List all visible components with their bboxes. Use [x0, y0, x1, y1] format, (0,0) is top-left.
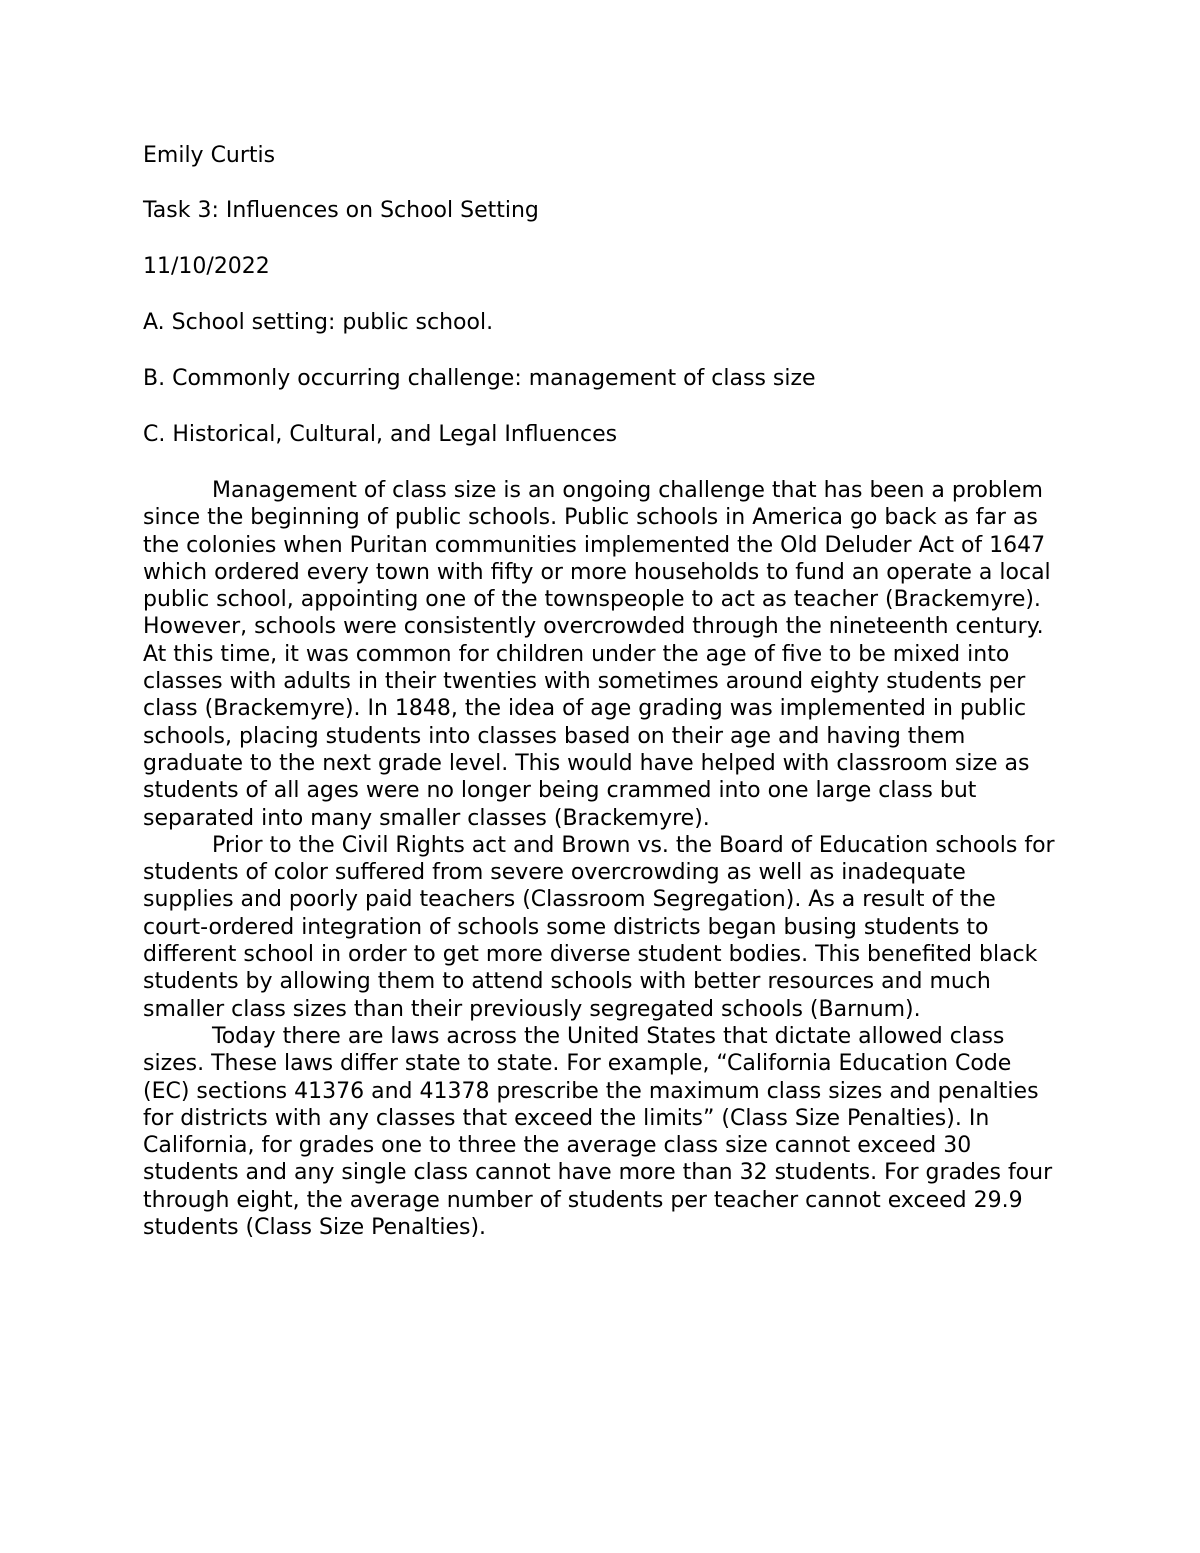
essay-body — [143, 477, 1063, 1241]
author-name: Emily Curtis — [143, 143, 276, 168]
section-b-heading: B. Commonly occurring challenge: management of class size — [143, 366, 816, 391]
paragraph-legal: Today there are laws across the United States that dictate allowed class sizes. These laws differ state to state. For example, “California Education Code (EC) sections 41376 and 41378 prescribe the maximum class sizes and penalties for districts with any classes that exceed the limits” (Class Size Penalties). In California, for grades one to three the average class size cannot exceed 30 students and any single class cannot have more than 32 students. For grades four through eight, the average number of students per teacher cannot exceed 29.9 students (Class Size Penalties). — [143, 1023, 1053, 1241]
document-date: 11/10/2022 — [143, 254, 270, 279]
section-c-heading: C. Historical, Cultural, and Legal Influences — [143, 422, 618, 447]
paragraph-history: Management of class size is an ongoing challenge that has been a problem since the beginning of public schools. Public schools in America go back as far as the colonies when Puritan communities implemented the Old Deluder Act of 1647 which ordered every town with fifty or more households to fund an operate a local public school, appointing one of the townspeople to act as teacher (Brackemyre). However, schools were consistently overcrowded through the nineteenth century. At this time, it was common for children under the age of five to be mixed into classes with adults in their twenties with sometimes around eighty students per class (Brackemyre). In 1848, the idea of age grading was implemented in public schools, placing students into classes based on their age and having them graduate to the next grade level. This would have helped with classroom size as students of all ages were no longer being crammed into one large class but separated into many smaller classes (Brackemyre). — [143, 478, 1051, 831]
task-title: Task 3: Influences on School Setting — [143, 198, 539, 223]
paragraph-culture: Prior to the Civil Rights act and Brown vs. the Board of Education schools for students of color suffered from severe overcrowding as well as inadequate supplies and poorly paid teachers (Classroom Segregation). As a result of the court-ordered integration of schools some districts began busing students to different school in order to get more diverse student bodies. This benefited black students by allowing them to attend schools with better resources and much smaller class sizes than their previously segregated schools (Barnum). — [143, 832, 1055, 1022]
section-a-heading: A. School setting: public school. — [143, 310, 494, 335]
